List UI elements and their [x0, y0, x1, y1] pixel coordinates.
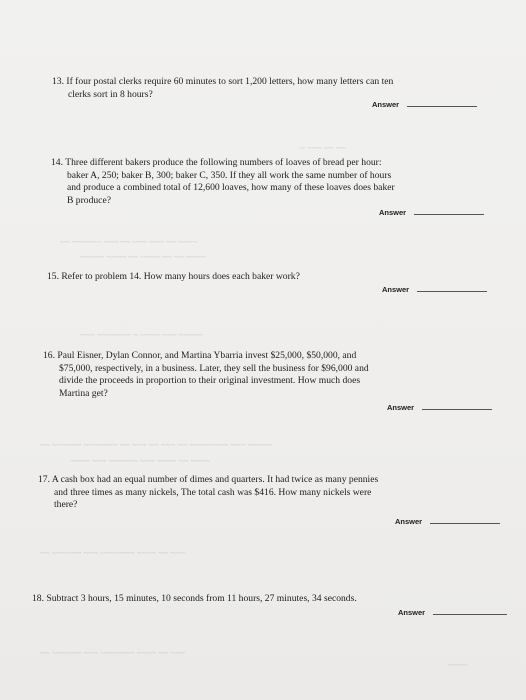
bleed-through-text: ~~ ~~~~~~ ~~~ ~~ ~~~ ~~~ ~~ ~~~~ — [60, 237, 198, 247]
problem-14 — [51, 157, 395, 207]
answer-label: Answer — [387, 403, 415, 412]
bleed-through-text: ~~ ~~~~~~ ~~~ ~~~~~~~ ~~~~ ~~ ~~~ — [40, 648, 185, 658]
answer-blank[interactable] — [414, 213, 484, 215]
answer-blank[interactable] — [430, 522, 500, 524]
problem-line: $75,000, respectively, in a business. Later, they sell the business for $96,000 and — [59, 362, 369, 374]
problem-line: 15. Refer to problem 14. How many hours does each baker work? — [47, 271, 300, 282]
answer-14 — [379, 208, 484, 217]
answer-blank[interactable] — [422, 408, 492, 410]
problem-line: B produce? — [67, 194, 111, 206]
bleed-through-text: ~ ~~~ ~~ ~~ — [300, 143, 346, 153]
problem-line: 14. Three different bakers produce the following numbers of loaves of bread per hour: — [51, 157, 382, 168]
answer-13 — [372, 100, 477, 109]
answer-label: Answer — [395, 517, 423, 526]
answer-blank[interactable] — [433, 613, 507, 615]
bleed-through-text: ~~ ~~~~~~ ~~~ ~~~~~~~ ~~~~ ~~ ~~~ — [40, 548, 185, 558]
problem-line: there? — [54, 499, 78, 511]
problem-line: 17. A cash box had an equal number of dimes and quarters. It had twice as many pennies — [38, 474, 379, 485]
answer-17 — [395, 517, 500, 526]
problem-line: and produce a combined total of 12,600 loaves, how many of these loaves does baker — [67, 182, 395, 194]
bleed-through-text: ~~ ~~~~~~ ~~~~~~~ ~~ ~~~ ~~ ~~~ ~~ ~~~~~~~~ ~~~ ~~~~~ — [40, 440, 272, 450]
problem-17 — [38, 474, 378, 512]
answer-label: Answer — [398, 608, 426, 617]
problem-18 — [32, 593, 357, 606]
problem-line: 18. Subtract 3 hours, 15 minutes, 10 seconds from 11 hours, 27 minutes, 34 seconds. — [32, 593, 357, 604]
problem-line: Martina get? — [59, 387, 108, 399]
bleed-through-text: ~~~ ~~~~~~~ ~ ~~~~ ~~~ ~~~~~ — [80, 330, 204, 340]
answer-label: Answer — [382, 285, 410, 294]
answer-18 — [398, 608, 507, 617]
answer-blank[interactable] — [407, 105, 477, 107]
problem-line: 16. Paul Eisner, Dylan Connor, and Martina Ybarria invest $25,000, $50,000, and — [43, 350, 357, 361]
problem-line: clerks sort in 8 hours? — [68, 88, 153, 100]
problem-line: divide the proceeds in proportion to their original investment. How much does — [59, 375, 361, 387]
answer-label: Answer — [372, 100, 400, 109]
problem-line: baker A, 250; baker B, 300; baker C, 350. If they all work the same number of hours — [67, 169, 392, 181]
answer-label: Answer — [379, 208, 407, 217]
problem-13 — [52, 76, 393, 101]
problem-16 — [43, 350, 369, 400]
bleed-through-text: ~~~~ ~~~ ~~~~~~ ~~~ ~~~~ ~~ ~~~~ — [70, 456, 211, 466]
problem-line: 13. If four postal clerks require 60 minutes to sort 1,200 letters, how many letters can ten — [52, 76, 394, 87]
problem-15 — [47, 271, 300, 284]
bleed-through-text: ~~~~ — [448, 660, 468, 670]
answer-blank[interactable] — [417, 290, 487, 292]
problem-line: and three times as many nickels, The total cash was $416. How many nickels were — [54, 486, 372, 498]
answer-15 — [382, 285, 487, 294]
bleed-through-text: ~~~~~ ~~~~ ~~ ~~~~ ~~ ~~ ~~~~ — [80, 252, 206, 262]
answer-16 — [387, 403, 492, 412]
